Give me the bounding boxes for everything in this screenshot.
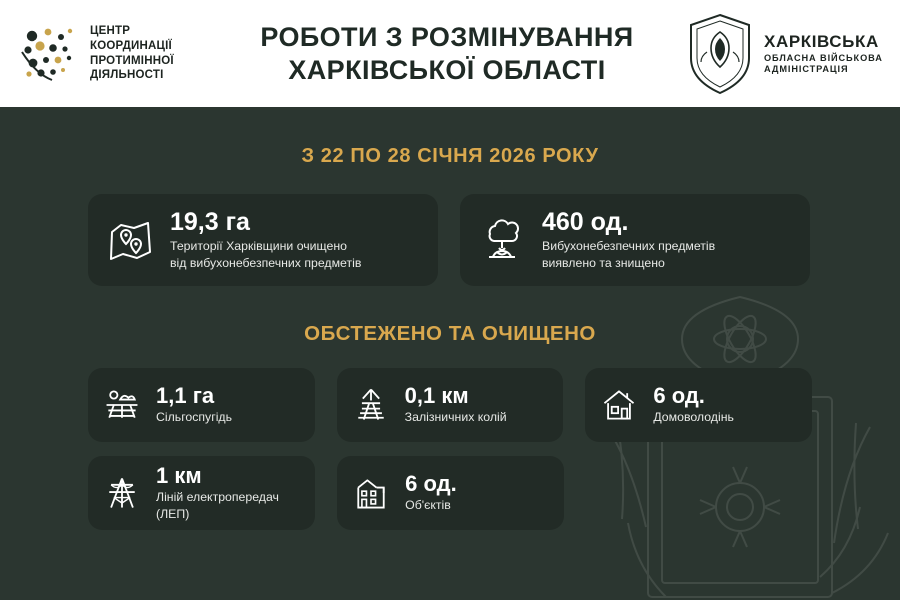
summary-desc-line-2: від вибухонебезпечних предметів <box>170 255 362 270</box>
kharkiv-oda-crest-icon <box>685 12 755 96</box>
detail-value: 1,1 га <box>156 383 215 409</box>
detail-value: 6 од. <box>653 383 705 409</box>
page-title-line-2: ХАРКІВСЬКОЇ ОБЛАСТІ <box>288 54 606 85</box>
farm-field-icon <box>102 385 142 425</box>
oda-line-2: ОБЛАСНА ВІЙСЬКОВА <box>764 52 883 63</box>
railway-tracks-icon <box>351 385 391 425</box>
house-home-icon <box>599 385 639 425</box>
summary-cards-row <box>0 168 900 286</box>
detail-value: 6 од. <box>405 471 457 497</box>
summary-desc-line-1: Території Харківщини очищено <box>170 239 347 254</box>
detail-card-objects <box>337 456 564 530</box>
summary-desc-line-2: виявлено та знищено <box>542 255 665 270</box>
kharkiv-oda-logo <box>685 0 900 107</box>
detail-desc: Домоволодінь <box>653 410 734 425</box>
summary-value: 19,3 га <box>170 208 250 237</box>
detail-card-farmland <box>88 368 315 442</box>
summary-card-text <box>542 209 715 271</box>
logo-line-3: ПРОТИМІННОЇ <box>90 54 174 67</box>
period-label: З 22 ПО 28 СІЧНЯ 2026 РОКУ <box>301 145 599 167</box>
detail-desc: Ліній електропередач <box>156 490 279 505</box>
logo-line-4: ДІЯЛЬНОСТІ <box>90 69 164 82</box>
detail-cards-row-2 <box>88 456 812 530</box>
section-title: ОБСТЕЖЕНО ТА ОЧИЩЕНО <box>304 322 596 345</box>
logo-line-1: ЦЕНТР <box>90 25 131 38</box>
detail-card-power-lines <box>88 456 315 530</box>
coordination-center-logo <box>0 0 215 107</box>
summary-card-text <box>170 209 361 271</box>
detail-desc: Об'єктів <box>405 498 451 513</box>
detail-desc-2: (ЛЕП) <box>156 506 190 521</box>
coordination-center-logo-text <box>90 24 174 83</box>
detail-value: 0,1 км <box>404 383 469 409</box>
summary-card-area-cleared <box>88 194 438 286</box>
power-line-tower-icon <box>102 473 142 513</box>
summary-value: 460 од. <box>542 208 629 237</box>
detail-cards-grid <box>0 368 900 530</box>
detail-card-text <box>405 384 507 425</box>
oda-line-3: АДМІНІСТРАЦІЯ <box>764 64 849 75</box>
explosion-cloud-icon <box>476 214 528 266</box>
kharkiv-oda-text <box>764 31 883 75</box>
logo-line-2: КООРДИНАЦІЇ <box>90 39 172 52</box>
grid-spacer <box>586 456 812 530</box>
summary-desc-line-1: Вибухонебезпечних предметів <box>542 239 716 254</box>
page-title <box>215 21 685 87</box>
detail-card-text <box>156 464 279 522</box>
detail-card-text <box>156 384 232 425</box>
detail-card-text <box>653 384 734 425</box>
detail-card-railway <box>337 368 564 442</box>
header-bar <box>0 0 900 107</box>
detail-card-text <box>405 472 457 513</box>
summary-card-devices-destroyed <box>460 194 810 286</box>
detail-card-households <box>585 368 812 442</box>
detail-cards-row-1 <box>88 368 812 442</box>
detail-desc: Залізничних колій <box>404 410 507 425</box>
building-object-icon <box>351 473 391 513</box>
coordination-center-logo-icon <box>18 22 82 86</box>
detail-value: 1 км <box>156 463 202 489</box>
map-pins-area-icon <box>104 214 156 266</box>
page-title-line-1: РОБОТИ З РОЗМІНУВАННЯ <box>260 21 634 52</box>
content-area <box>0 107 900 600</box>
detail-desc: Сільгоспугідь <box>156 410 233 425</box>
oda-line-1: ХАРКІВСЬКА <box>764 32 879 52</box>
